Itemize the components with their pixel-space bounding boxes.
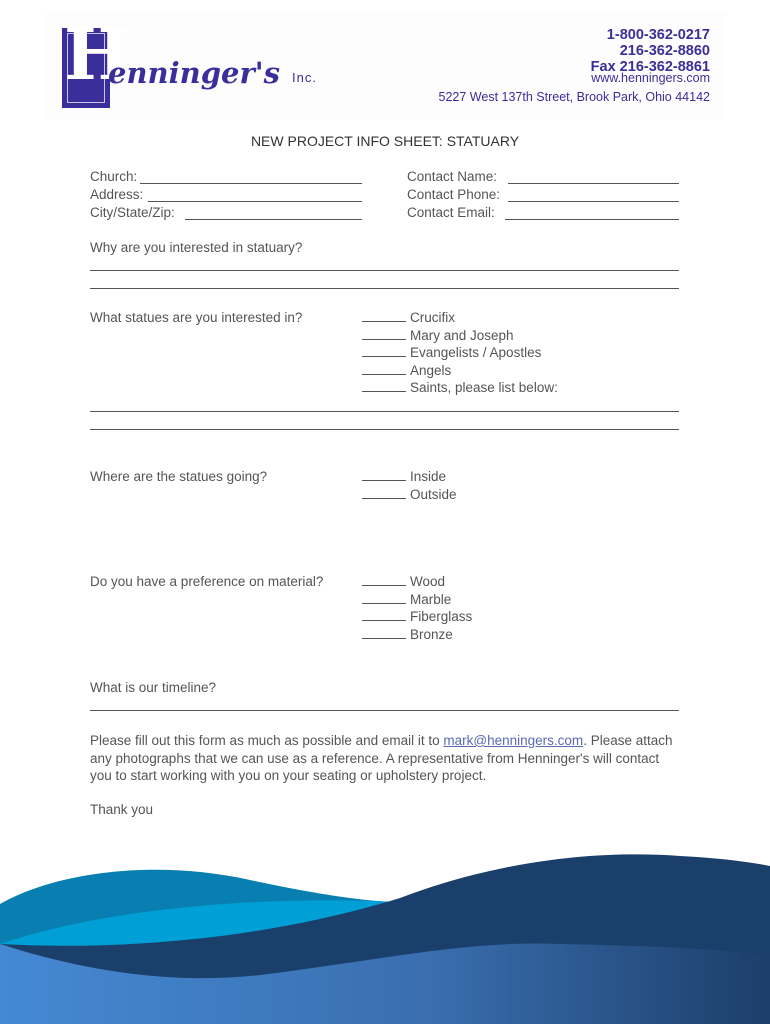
church-field[interactable] <box>140 183 362 184</box>
logo-wordmark: enninger's <box>108 56 280 90</box>
option-evangelists[interactable]: Evangelists / Apostles <box>362 344 558 362</box>
instructions: Please fill out this form as much as possible and email it to mark@henningers.com. Please attach any photographs that we can use as a reference. A representative from Henninger's will contact you to start working with you on your seating or upholstery project. <box>90 733 673 783</box>
option-bronze[interactable]: Bronze <box>362 626 472 644</box>
phone-1: 1-800-362-0217 <box>606 27 710 43</box>
email-link[interactable]: mark@henningers.com <box>443 733 584 748</box>
option-fiberglass[interactable]: Fiberglass <box>362 608 472 626</box>
option-saints[interactable]: Saints, please list below: <box>362 379 558 397</box>
material-options <box>362 573 472 643</box>
answer-line[interactable] <box>90 710 679 711</box>
address-label: Address: <box>90 187 144 202</box>
option-inside[interactable]: Inside <box>362 468 457 486</box>
question-material: Do you have a preference on material? <box>90 574 324 589</box>
logo-letter: H <box>64 13 131 96</box>
contact-phone-field[interactable] <box>508 201 679 202</box>
address-field[interactable] <box>148 201 362 202</box>
option-crucifix[interactable]: Crucifix <box>362 309 558 327</box>
option-outside[interactable]: Outside <box>362 486 457 504</box>
contact-name-field[interactable] <box>508 183 679 184</box>
location-options <box>362 468 457 503</box>
option-wood[interactable]: Wood <box>362 573 472 591</box>
city-field[interactable] <box>185 219 362 220</box>
answer-line[interactable] <box>90 270 679 271</box>
contact-email-field[interactable] <box>505 219 679 220</box>
address: 5227 West 137th Street, Brook Park, Ohio 44142 <box>438 90 710 104</box>
option-marble[interactable]: Marble <box>362 591 472 609</box>
contact-email-label: Contact Email: <box>407 205 495 220</box>
question-timeline: What is our timeline? <box>90 680 217 695</box>
contact-name-label: Contact Name: <box>407 169 498 184</box>
answer-line[interactable] <box>90 288 679 289</box>
wave-decoration <box>0 840 770 1024</box>
statue-options <box>362 309 558 397</box>
city-label: City/State/Zip: <box>90 205 175 220</box>
question-location: Where are the statues going? <box>90 469 268 484</box>
question-statues: What statues are you interested in? <box>90 310 303 325</box>
logo-inc: Inc. <box>292 70 317 85</box>
question-interest: Why are you interested in statuary? <box>90 240 303 255</box>
thank-you: Thank you <box>90 802 154 817</box>
church-label: Church: <box>90 169 138 184</box>
option-angels[interactable]: Angels <box>362 362 558 380</box>
answer-line[interactable] <box>90 429 679 430</box>
contact-phone-label: Contact Phone: <box>407 187 501 202</box>
website[interactable]: www.henningers.com <box>591 71 710 85</box>
answer-line[interactable] <box>90 411 679 412</box>
option-mary-joseph[interactable]: Mary and Joseph <box>362 327 558 345</box>
fax: Fax 216-362-8861 <box>590 59 710 75</box>
page-title: NEW PROJECT INFO SHEET: STATUARY <box>250 133 520 149</box>
phone-2: 216-362-8860 <box>619 43 710 59</box>
